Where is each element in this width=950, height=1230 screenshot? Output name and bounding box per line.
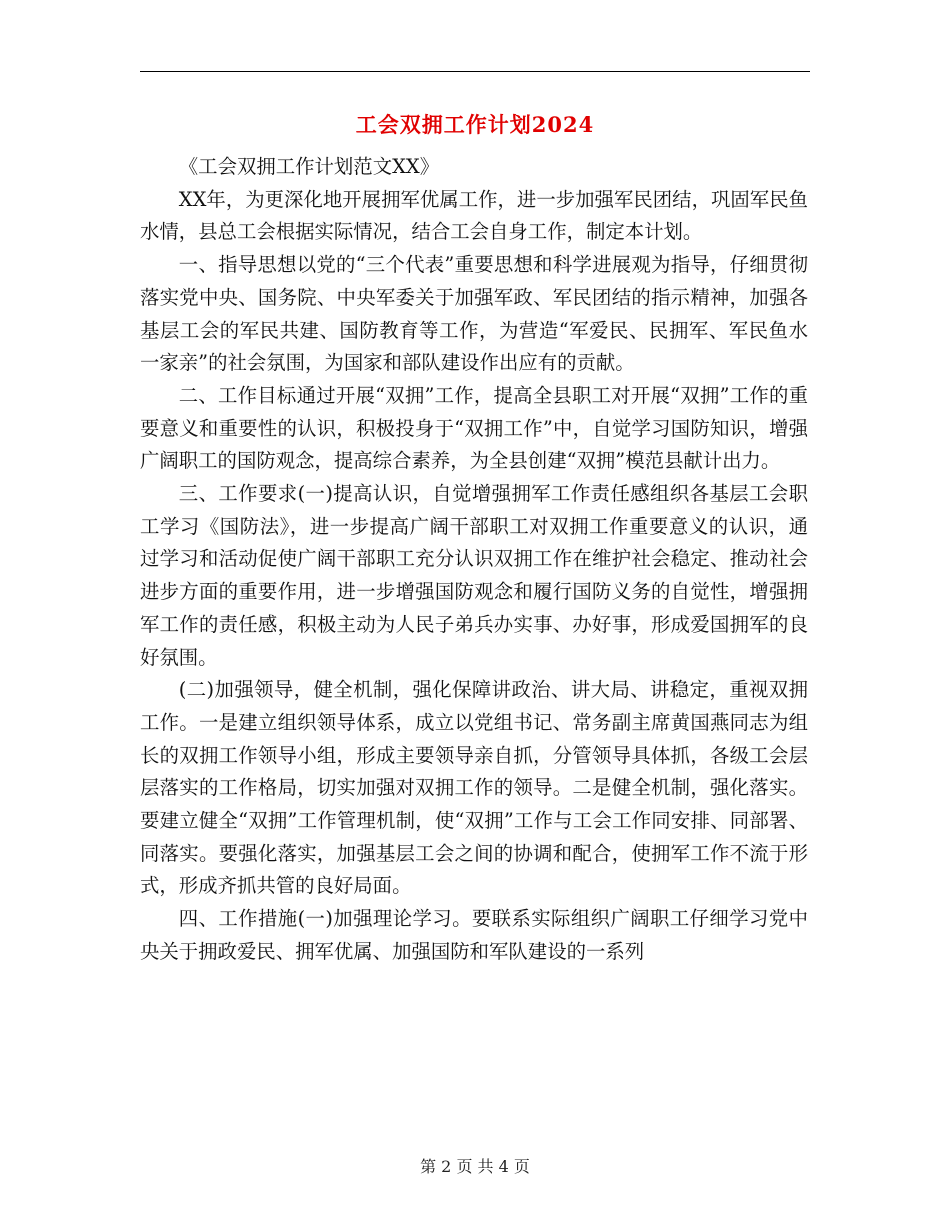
paragraph-work-measures: 四、工作措施(一)加强理论学习。要联系实际组织广阔职工仔细学习党中央关于拥政爱民、拥军优属、加强国防和军队建设的一系列: [140, 907, 808, 963]
page-footer: 第 2 页 共 4 页: [420, 1157, 530, 1176]
document-body: [140, 151, 808, 969]
paragraph-work-goals: 二、工作目标通过开展“双拥”工作，提高全县职工对开展“双拥”工作的重要意义和重要性的认识，积极投身于“双拥工作”中，自觉学习国防知识，增强广阔职工的国防观念，提高综合素养，为全县创建“双拥”模范县献计出力。: [140, 383, 808, 473]
paragraph-intro: XX年，为更深化地开展拥军优属工作，进一步加强军民团结，巩固军民鱼水情，县总工会根据实际情况，结合工会自身工作，制定本计划。: [140, 187, 808, 244]
header-rule: [140, 71, 810, 72]
document-title: 工会双拥工作计划2024: [355, 112, 595, 137]
paragraph-work-requirements: 三、工作要求(一)提高认识，自觉增强拥军工作责任感组织各基层工会职工学习《国防法》，进一步提高广阔干部职工对双拥工作重要意义的认识，通过学习和活动促使广阔干部职工充分认识双拥工作在维护社会稳定、推动社会进步方面的重要作用，进一步增强国防观念和履行国防义务的自觉性，增强拥军工作的责任感，积极主动为人民子弟兵办实事、办好事，形成爱国拥军的良好氛围。: [140, 482, 808, 669]
paragraph-subtitle: 《工会双拥工作计划范文XX》: [178, 155, 440, 178]
paragraph-leadership: (二)加强领导，健全机制，强化保障讲政治、讲大局、讲稳定，重视双拥工作。一是建立组织领导体系，成立以党组书记、常务副主席黄国燕同志为组长的双拥工作领导小组，形成主要领导亲自抓，分管领导具体抓，各级工会层层落实的工作格局，切实加强对双拥工作的领导。二是健全机制，强化落实。要建立健全“双拥”工作管理机制，使“双拥”工作与工会工作同安排、同部署、同落实。要强化落实，加强基层工会之间的协调和配合，使拥军工作不流于形式，形成齐抓共管的良好局面。: [140, 678, 808, 898]
paragraph-guiding-ideology: 一、指导思想以党的“三个代表”重要思想和科学进展观为指导，仔细贯彻落实党中央、国务院、中央军委关于加强军政、军民团结的指示精神，加强各基层工会的军民共建、国防教育等工作，为营造“军爱民、民拥军、军民鱼水一家亲”的社会氛围，为国家和部队建设作出应有的贡献。: [140, 253, 808, 375]
